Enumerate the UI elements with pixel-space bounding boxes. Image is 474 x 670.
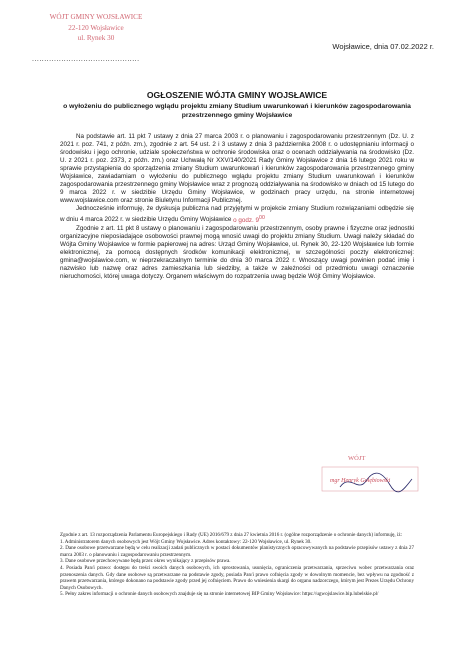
paragraph-2-text: Jednocześnie informuję, że dyskusja publiczna nad przyjętymi w projekcie zmiany Studium rozwiązaniami odbędzie się w dniu 4 marca 2022 r. w siedzibie Urzędu Gminy Wojsławice xyxy=(60,205,414,224)
document-subtitle: o wyłożeniu do publicznego wglądu projektu zmiany Studium uwarunkowań i kierunków zagospodarowania przestrzennego gminy Wojsławice xyxy=(63,103,411,119)
footnote-item-4: 4. Posiada Pan/i prawo: dostępu do treści swoich danych osobowych, ich sprostowania, usunięcia, ograniczenia przetwarzania, sprzeciwu wobec przetwarzania oraz przenoszenia danych. Gdy dane osobowe są przetwarzane na podstawie zgody, posiada Pan/i prawo cofnięcia zgody w dowolnym momencie, bez wpływu na zgodność z prawem przetwarzania, którego dokonano na podstawie zgody przed jej cofnięciem. Prawo do wniesienia skargi do organu nadzorczego, którym jest Prezes Urzędu Ochrony Danych Osobowych. xyxy=(60,564,414,591)
stamp-dotted-line: ............................................ xyxy=(32,56,140,63)
office-stamp xyxy=(30,12,162,44)
paragraph-1: Na podstawie art. 11 pkt 7 ustawy z dnia 27 marca 2003 r. o planowaniu i zagospodarowaniu przestrzennym (Dz. U. z 2021 r. poz. 741, z późn. zm.), zgodnie z art. 54 ust. 2 i 3 ustawy z dnia 3 października 2008 r. o udostępnianiu informacji o środowisku i jego ochronie, udziale społeczeństwa w ochronie środowiska oraz o ocenach oddziaływania na środowisko (Dz. U. z 2021 r. poz. 2373, z późn. zm.) oraz Uchwałą Nr XXV/140/2021 Rady Gminy Wojsławice z dnia 16 lutego 2021 roku w sprawie przystąpienia do sporządzenia zmiany Studium uwarunkowań i kierunków zagospodarowania przestrzennego gminy Wojsławice, zawiadamiam o wyłożeniu do publicznego wglądu projektu zmiany Studium uwarunkowań i kierunków zagospodarowania przestrzennego gminy Wojsławice wraz z prognozą oddziaływania na środowisko w dniach od 15 lutego do 9 marca 2022 r. w siedzibie Urzędu Gminy Wojsławice, w godzinach pracy urzędu, na stronie internetowej www.wojslawice.com oraz stronie Biuletynu Informacji Publicznej. xyxy=(60,133,414,205)
footnote-item-3: 3. Dane osobowe przechowywane będą przez okres wynikający z przepisów prawa. xyxy=(60,558,231,565)
stamp-line-1: WÓJT GMINY WOJSŁAWICE xyxy=(49,13,143,21)
handwritten-time-text: o godz. 9 xyxy=(233,216,260,224)
paragraph-2 xyxy=(60,205,414,224)
stamp-line-2: 22-120 Wojsławice xyxy=(68,23,124,32)
document-body xyxy=(60,133,414,281)
document-date: Wojsławice, dnia 07.02.2022 r. xyxy=(332,42,434,51)
paragraph-3: Zgodnie z art. 11 pkt 8 ustawy o planowaniu i zagospodarowaniu przestrzennym, osoby prawne i fizyczne oraz jednostki organizacyjne nieposiadające osobowości prawnej mogą wnosić uwagi do projektu zmiany Studium. Uwagi należy składać do Wójta Gminy Wojsławice w formie papierowej na adres: Urząd Gminy Wojsławice, ul. Rynek 30, 22-120 Wojsławice lub formie elektronicznej, za pomocą dostępnych środków komunikacji elektronicznej, w szczególności poczty elektronicznej: gmina@wojslawice.com, w nieprzekraczalnym terminie do dnia 30 marca 2022 r. Wnoszący uwagi powinien podać imię i nazwisko lub nazwę oraz adres zamieszkania lub siedziby, a także w zależności od przedmiotu uwagi oznaczenie nieruchomości, której uwaga dotyczy. Organem właściwym do rozpatrzenia uwag będzie Wójt Gminy Wojsławice. xyxy=(60,224,414,280)
footnote-intro: Zgodnie z art. 13 rozporządzenia Parlamentu Europejskiego i Rady (UE) 2016/679 z dnia 27 kwietnia 2016 r. (ogólne rozporządzenie o ochronie danych) informuję, iż: xyxy=(60,532,403,538)
gdpr-footnote xyxy=(60,532,414,598)
footnote-item-2: 2. Dane osobowe przetwarzane będą w celu realizacji zadań publicznych w postaci dokumentów planistycznych opracowywanych na podstawie przepisów ustawy z dnia 27 marca 2003 r. o planowaniu i zagospodarowaniu przestrzennym. xyxy=(60,545,414,558)
document-title: OGŁOSZENIE WÓJTA GMINY WOJSŁAWICE xyxy=(146,90,328,100)
footnote-item-5: 5. Pełny zakres informacji o ochronie danych osobowych znajduje się na stronie internetowej BIP Gminy Wojsławice: https://ugwojslawice.bip.lubelskie.pl/ xyxy=(60,591,379,598)
signature-name: mgr Henryk Gołębiowski xyxy=(330,478,391,484)
signature-stamp-label: WÓJT xyxy=(348,455,366,462)
handwritten-time xyxy=(233,214,265,224)
handwritten-time-minutes: 00 xyxy=(259,214,265,221)
footnote-item-1: 1. Administratorem danych osobowych jest Wójt Gminy Wojsławice. Adres kontaktowy: 22-120 Wojsławice, ul. Rynek 30. xyxy=(60,538,312,545)
signature-stamp-graphic xyxy=(320,453,420,497)
stamp-line-3: ul. Rynek 30 xyxy=(77,34,115,42)
